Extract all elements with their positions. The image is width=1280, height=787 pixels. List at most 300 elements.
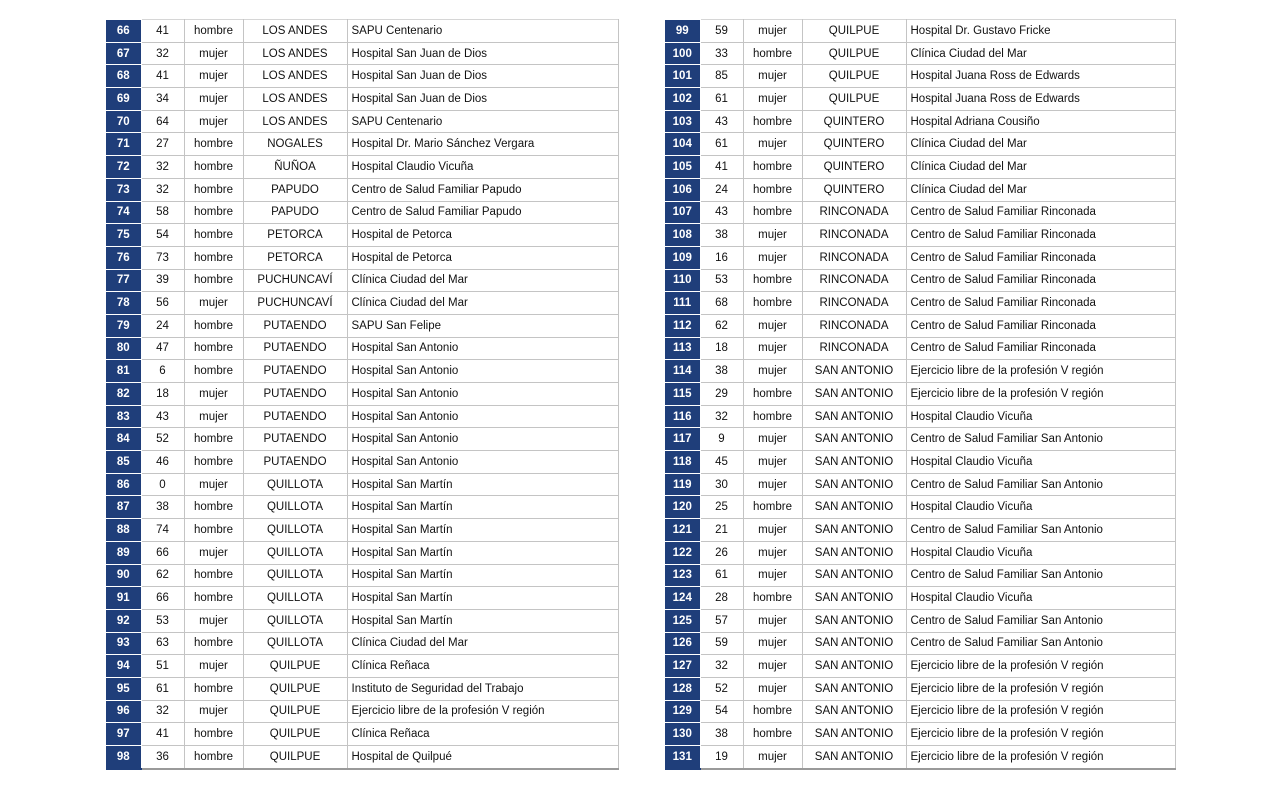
commune-cell: QUILLOTA — [243, 541, 347, 564]
age-cell: 54 — [700, 700, 743, 723]
case-number: 79 — [106, 314, 141, 337]
commune-cell: SAN ANTONIO — [802, 428, 906, 451]
table-row — [665, 110, 1175, 133]
sex-cell: hombre — [184, 587, 243, 610]
case-number: 91 — [106, 587, 141, 610]
case-number: 83 — [106, 405, 141, 428]
sex-cell: mujer — [184, 609, 243, 632]
case-number: 103 — [665, 110, 700, 133]
facility-cell: Centro de Salud Familiar San Antonio — [906, 473, 1175, 496]
commune-cell: SAN ANTONIO — [802, 655, 906, 678]
table-row — [665, 700, 1175, 723]
commune-cell: QUINTERO — [802, 156, 906, 179]
sex-cell: mujer — [743, 246, 802, 269]
commune-cell: QUINTERO — [802, 133, 906, 156]
age-cell: 32 — [141, 178, 184, 201]
age-cell: 56 — [141, 292, 184, 315]
age-cell: 41 — [141, 723, 184, 746]
case-number: 85 — [106, 451, 141, 474]
sex-cell: hombre — [184, 632, 243, 655]
age-cell: 59 — [700, 20, 743, 43]
sex-cell: mujer — [743, 655, 802, 678]
table-row — [106, 88, 618, 111]
case-number: 81 — [106, 360, 141, 383]
sex-cell: mujer — [743, 677, 802, 700]
sex-cell: hombre — [743, 178, 802, 201]
age-cell: 41 — [141, 65, 184, 88]
commune-cell: SAN ANTONIO — [802, 746, 906, 769]
age-cell: 74 — [141, 519, 184, 542]
age-cell: 54 — [141, 224, 184, 247]
table-row — [106, 201, 618, 224]
age-cell: 53 — [141, 609, 184, 632]
case-number: 89 — [106, 541, 141, 564]
case-number: 70 — [106, 110, 141, 133]
commune-cell: QUILLOTA — [243, 609, 347, 632]
sex-cell: hombre — [743, 42, 802, 65]
case-number: 108 — [665, 224, 700, 247]
case-number: 131 — [665, 746, 700, 769]
commune-cell: QUILPUE — [802, 65, 906, 88]
age-cell: 53 — [700, 269, 743, 292]
case-number: 113 — [665, 337, 700, 360]
table-row — [665, 609, 1175, 632]
table-row — [665, 201, 1175, 224]
table-row — [665, 473, 1175, 496]
table-row — [106, 269, 618, 292]
case-number: 98 — [106, 746, 141, 769]
sex-cell: mujer — [743, 519, 802, 542]
commune-cell: PUTAENDO — [243, 405, 347, 428]
age-cell: 45 — [700, 451, 743, 474]
table-row — [665, 587, 1175, 610]
case-number: 102 — [665, 88, 700, 111]
facility-cell: Clínica Reñaca — [347, 655, 618, 678]
table-row — [665, 224, 1175, 247]
facility-cell: Centro de Salud Familiar Rinconada — [906, 314, 1175, 337]
sex-cell: hombre — [184, 746, 243, 769]
table-row — [106, 541, 618, 564]
commune-cell: QUINTERO — [802, 178, 906, 201]
facility-cell: Hospital Claudio Vicuña — [347, 156, 618, 179]
age-cell: 26 — [700, 541, 743, 564]
case-number: 120 — [665, 496, 700, 519]
facility-cell: Centro de Salud Familiar San Antonio — [906, 428, 1175, 451]
age-cell: 38 — [700, 224, 743, 247]
table-row — [106, 723, 618, 746]
commune-cell: SAN ANTONIO — [802, 587, 906, 610]
age-cell: 6 — [141, 360, 184, 383]
case-number: 87 — [106, 496, 141, 519]
table-row — [665, 88, 1175, 111]
sex-cell: hombre — [184, 224, 243, 247]
sex-cell: mujer — [743, 632, 802, 655]
table-row — [106, 20, 618, 43]
table-row — [106, 110, 618, 133]
age-cell: 19 — [700, 746, 743, 769]
sex-cell: mujer — [184, 473, 243, 496]
age-cell: 32 — [700, 655, 743, 678]
table-row — [106, 677, 618, 700]
case-number: 74 — [106, 201, 141, 224]
table-row — [665, 541, 1175, 564]
facility-cell: Hospital San Antonio — [347, 337, 618, 360]
sex-cell: mujer — [184, 383, 243, 406]
commune-cell: SAN ANTONIO — [802, 541, 906, 564]
facility-cell: Hospital Claudio Vicuña — [906, 587, 1175, 610]
commune-cell: SAN ANTONIO — [802, 723, 906, 746]
case-number: 121 — [665, 519, 700, 542]
age-cell: 58 — [141, 201, 184, 224]
facility-cell: Hospital San Antonio — [347, 383, 618, 406]
case-number: 119 — [665, 473, 700, 496]
facility-cell: Hospital Juana Ross de Edwards — [906, 65, 1175, 88]
facility-cell: Hospital San Martín — [347, 473, 618, 496]
case-number: 86 — [106, 473, 141, 496]
facility-cell: Ejercicio libre de la profesión V región — [906, 723, 1175, 746]
age-cell: 25 — [700, 496, 743, 519]
sex-cell: hombre — [184, 246, 243, 269]
case-number: 107 — [665, 201, 700, 224]
commune-cell: SAN ANTONIO — [802, 519, 906, 542]
sex-cell: mujer — [743, 65, 802, 88]
age-cell: 41 — [700, 156, 743, 179]
age-cell: 18 — [700, 337, 743, 360]
facility-cell: Hospital San Martín — [347, 609, 618, 632]
case-number: 112 — [665, 314, 700, 337]
age-cell: 41 — [141, 20, 184, 43]
case-number: 111 — [665, 292, 700, 315]
age-cell: 43 — [700, 110, 743, 133]
commune-cell: SAN ANTONIO — [802, 677, 906, 700]
sex-cell: mujer — [743, 224, 802, 247]
facility-cell: Hospital San Antonio — [347, 451, 618, 474]
age-cell: 85 — [700, 65, 743, 88]
case-number: 93 — [106, 632, 141, 655]
age-cell: 9 — [700, 428, 743, 451]
table-row — [665, 496, 1175, 519]
table-row — [665, 564, 1175, 587]
age-cell: 61 — [700, 133, 743, 156]
case-number: 73 — [106, 178, 141, 201]
facility-cell: Centro de Salud Familiar Rinconada — [906, 201, 1175, 224]
commune-cell: SAN ANTONIO — [802, 496, 906, 519]
age-cell: 29 — [700, 383, 743, 406]
case-table-right — [665, 19, 1176, 770]
facility-cell: Hospital San Martín — [347, 519, 618, 542]
commune-cell: ÑUÑOA — [243, 156, 347, 179]
sex-cell: hombre — [184, 360, 243, 383]
commune-cell: RINCONADA — [802, 224, 906, 247]
sex-cell: hombre — [743, 496, 802, 519]
age-cell: 61 — [700, 564, 743, 587]
sex-cell: hombre — [184, 496, 243, 519]
commune-cell: QUILPUE — [243, 677, 347, 700]
sex-cell: hombre — [184, 201, 243, 224]
age-cell: 28 — [700, 587, 743, 610]
case-number: 77 — [106, 269, 141, 292]
facility-cell: Centro de Salud Familiar San Antonio — [906, 609, 1175, 632]
table-row — [106, 632, 618, 655]
case-number: 109 — [665, 246, 700, 269]
sex-cell: mujer — [743, 428, 802, 451]
case-number: 97 — [106, 723, 141, 746]
age-cell: 18 — [141, 383, 184, 406]
age-cell: 32 — [141, 42, 184, 65]
commune-cell: PUTAENDO — [243, 428, 347, 451]
age-cell: 0 — [141, 473, 184, 496]
age-cell: 47 — [141, 337, 184, 360]
table-row — [106, 133, 618, 156]
table-row — [665, 20, 1175, 43]
facility-cell: Hospital San Martín — [347, 496, 618, 519]
age-cell: 43 — [700, 201, 743, 224]
sex-cell: mujer — [184, 292, 243, 315]
table-row — [106, 473, 618, 496]
facility-cell: Ejercicio libre de la profesión V región — [906, 746, 1175, 769]
case-number: 69 — [106, 88, 141, 111]
commune-cell: SAN ANTONIO — [802, 405, 906, 428]
facility-cell: Clínica Ciudad del Mar — [906, 178, 1175, 201]
sex-cell: mujer — [743, 609, 802, 632]
table-row — [665, 428, 1175, 451]
table-row — [106, 519, 618, 542]
age-cell: 52 — [700, 677, 743, 700]
table-row — [665, 677, 1175, 700]
case-number: 130 — [665, 723, 700, 746]
sex-cell: mujer — [743, 564, 802, 587]
age-cell: 51 — [141, 655, 184, 678]
sex-cell: mujer — [184, 700, 243, 723]
case-number: 92 — [106, 609, 141, 632]
sex-cell: hombre — [743, 201, 802, 224]
commune-cell: RINCONADA — [802, 292, 906, 315]
facility-cell: Clínica Ciudad del Mar — [906, 156, 1175, 179]
age-cell: 61 — [700, 88, 743, 111]
commune-cell: SAN ANTONIO — [802, 564, 906, 587]
commune-cell: QUILPUE — [802, 88, 906, 111]
facility-cell: Hospital San Juan de Dios — [347, 88, 618, 111]
facility-cell: Centro de Salud Familiar Rinconada — [906, 246, 1175, 269]
age-cell: 46 — [141, 451, 184, 474]
facility-cell: Hospital Claudio Vicuña — [906, 541, 1175, 564]
sex-cell: mujer — [743, 746, 802, 769]
table-row — [106, 337, 618, 360]
case-number: 75 — [106, 224, 141, 247]
case-number: 88 — [106, 519, 141, 542]
sex-cell: mujer — [743, 337, 802, 360]
commune-cell: QUILPUE — [802, 42, 906, 65]
age-cell: 62 — [141, 564, 184, 587]
table-row — [665, 133, 1175, 156]
commune-cell: QUILLOTA — [243, 519, 347, 542]
case-number: 128 — [665, 677, 700, 700]
facility-cell: Centro de Salud Familiar Rinconada — [906, 292, 1175, 315]
commune-cell: QUILPUE — [243, 746, 347, 769]
sex-cell: hombre — [184, 269, 243, 292]
case-number: 114 — [665, 360, 700, 383]
age-cell: 62 — [700, 314, 743, 337]
commune-cell: QUILLOTA — [243, 564, 347, 587]
case-number: 80 — [106, 337, 141, 360]
commune-cell: QUILLOTA — [243, 587, 347, 610]
sex-cell: hombre — [184, 156, 243, 179]
case-number: 67 — [106, 42, 141, 65]
table-row — [106, 65, 618, 88]
facility-cell: Hospital San Antonio — [347, 360, 618, 383]
sex-cell: mujer — [743, 541, 802, 564]
table-row — [106, 224, 618, 247]
commune-cell: SAN ANTONIO — [802, 632, 906, 655]
facility-cell: Hospital San Juan de Dios — [347, 42, 618, 65]
facility-cell: Hospital de Petorca — [347, 224, 618, 247]
age-cell: 36 — [141, 746, 184, 769]
table-row — [106, 700, 618, 723]
table-row — [665, 723, 1175, 746]
case-number: 71 — [106, 133, 141, 156]
case-number: 105 — [665, 156, 700, 179]
case-number: 100 — [665, 42, 700, 65]
sex-cell: mujer — [743, 314, 802, 337]
sex-cell: hombre — [743, 405, 802, 428]
facility-cell: Clínica Ciudad del Mar — [906, 133, 1175, 156]
commune-cell: PETORCA — [243, 246, 347, 269]
case-table-body — [665, 20, 1175, 769]
facility-cell: Ejercicio libre de la profesión V región — [906, 677, 1175, 700]
age-cell: 61 — [141, 677, 184, 700]
commune-cell: LOS ANDES — [243, 110, 347, 133]
case-number: 78 — [106, 292, 141, 315]
table-row — [106, 451, 618, 474]
sex-cell: hombre — [184, 314, 243, 337]
age-cell: 73 — [141, 246, 184, 269]
case-number: 124 — [665, 587, 700, 610]
facility-cell: Ejercicio libre de la profesión V región — [906, 700, 1175, 723]
sex-cell: mujer — [743, 133, 802, 156]
table-row — [665, 746, 1175, 769]
table-row — [106, 428, 618, 451]
sex-cell: mujer — [743, 88, 802, 111]
table-row — [665, 451, 1175, 474]
table-row — [106, 564, 618, 587]
case-number: 129 — [665, 700, 700, 723]
facility-cell: Hospital Adriana Cousiño — [906, 110, 1175, 133]
commune-cell: QUILPUE — [802, 20, 906, 43]
facility-cell: Hospital San Martín — [347, 564, 618, 587]
table-row — [106, 178, 618, 201]
commune-cell: LOS ANDES — [243, 88, 347, 111]
facility-cell: Centro de Salud Familiar Papudo — [347, 178, 618, 201]
table-row — [665, 405, 1175, 428]
sex-cell: hombre — [184, 451, 243, 474]
sex-cell: hombre — [743, 292, 802, 315]
sex-cell: hombre — [743, 700, 802, 723]
table-row — [106, 292, 618, 315]
table-row — [665, 65, 1175, 88]
commune-cell: SAN ANTONIO — [802, 451, 906, 474]
table-row — [106, 360, 618, 383]
case-number: 96 — [106, 700, 141, 723]
facility-cell: Hospital de Quilpué — [347, 746, 618, 769]
case-number: 66 — [106, 20, 141, 43]
sex-cell: mujer — [184, 42, 243, 65]
age-cell: 32 — [141, 700, 184, 723]
facility-cell: Centro de Salud Familiar Rinconada — [906, 224, 1175, 247]
commune-cell: QUILLOTA — [243, 632, 347, 655]
sex-cell: hombre — [743, 723, 802, 746]
facility-cell: Hospital San Antonio — [347, 428, 618, 451]
table-row — [665, 292, 1175, 315]
case-number: 99 — [665, 20, 700, 43]
case-number: 106 — [665, 178, 700, 201]
sex-cell: hombre — [184, 723, 243, 746]
facility-cell: Hospital Juana Ross de Edwards — [906, 88, 1175, 111]
commune-cell: RINCONADA — [802, 337, 906, 360]
table-row — [106, 746, 618, 769]
sex-cell: mujer — [743, 451, 802, 474]
facility-cell: Centro de Salud Familiar San Antonio — [906, 519, 1175, 542]
sex-cell: hombre — [743, 587, 802, 610]
age-cell: 32 — [700, 405, 743, 428]
table-row — [665, 655, 1175, 678]
commune-cell: SAN ANTONIO — [802, 473, 906, 496]
commune-cell: RINCONADA — [802, 246, 906, 269]
commune-cell: QUINTERO — [802, 110, 906, 133]
facility-cell: Hospital Dr. Mario Sánchez Vergara — [347, 133, 618, 156]
facility-cell: Centro de Salud Familiar Rinconada — [906, 269, 1175, 292]
facility-cell: Ejercicio libre de la profesión V región — [906, 360, 1175, 383]
table-row — [665, 42, 1175, 65]
commune-cell: LOS ANDES — [243, 65, 347, 88]
facility-cell: Ejercicio libre de la profesión V región — [906, 383, 1175, 406]
sex-cell: mujer — [184, 405, 243, 428]
facility-cell: Centro de Salud Familiar Rinconada — [906, 337, 1175, 360]
facility-cell: Clínica Ciudad del Mar — [347, 269, 618, 292]
facility-cell: Clínica Ciudad del Mar — [347, 292, 618, 315]
facility-cell: Hospital San Martín — [347, 541, 618, 564]
case-number: 122 — [665, 541, 700, 564]
sex-cell: mujer — [743, 20, 802, 43]
table-row — [106, 314, 618, 337]
sex-cell: mujer — [184, 541, 243, 564]
age-cell: 59 — [700, 632, 743, 655]
facility-cell: Clínica Reñaca — [347, 723, 618, 746]
case-number: 101 — [665, 65, 700, 88]
age-cell: 68 — [700, 292, 743, 315]
commune-cell: PUTAENDO — [243, 314, 347, 337]
table-row — [106, 587, 618, 610]
facility-cell: Hospital San Juan de Dios — [347, 65, 618, 88]
case-number: 82 — [106, 383, 141, 406]
case-number: 95 — [106, 677, 141, 700]
case-number: 126 — [665, 632, 700, 655]
commune-cell: PUTAENDO — [243, 451, 347, 474]
case-number: 115 — [665, 383, 700, 406]
facility-cell: SAPU Centenario — [347, 110, 618, 133]
sex-cell: hombre — [184, 20, 243, 43]
facility-cell: SAPU San Felipe — [347, 314, 618, 337]
facility-cell: Clínica Ciudad del Mar — [906, 42, 1175, 65]
table-row — [106, 655, 618, 678]
commune-cell: PUTAENDO — [243, 360, 347, 383]
facility-cell: Hospital Claudio Vicuña — [906, 496, 1175, 519]
age-cell: 34 — [141, 88, 184, 111]
sex-cell: mujer — [184, 88, 243, 111]
age-cell: 64 — [141, 110, 184, 133]
sex-cell: mujer — [184, 65, 243, 88]
facility-cell: Hospital San Antonio — [347, 405, 618, 428]
case-number: 68 — [106, 65, 141, 88]
